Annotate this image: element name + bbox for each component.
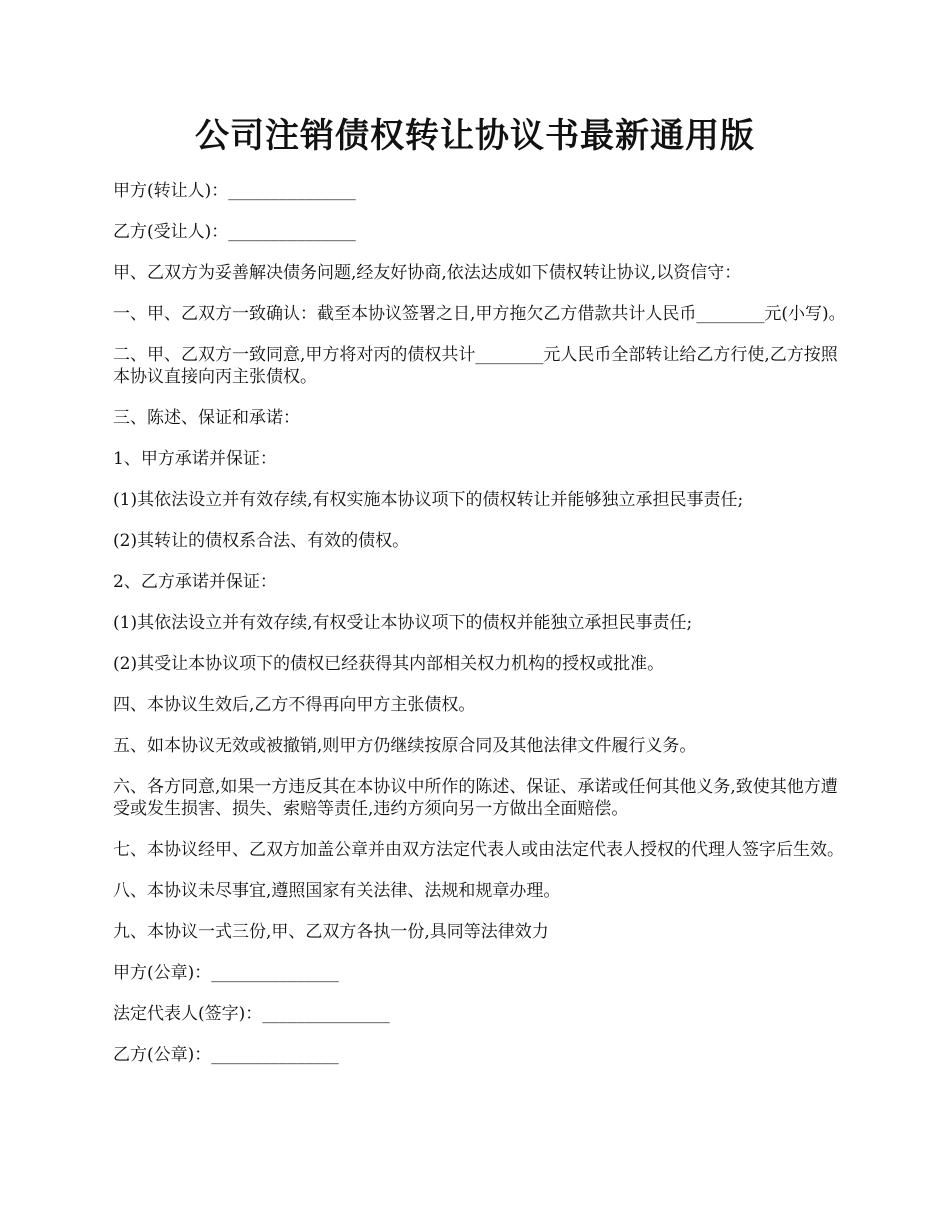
party-b-transferee-line: 乙方(受让人)：_______________ [113, 222, 356, 242]
clause-3-2-item-1: (1)其依法设立并有效存续,有权受让本协议项下的债权并能独立承担民事责任; [113, 613, 693, 633]
clause-8: 八、本协议未尽事宜,遵照国家有关法律、法规和规章办理。 [113, 881, 561, 901]
document-body [113, 180, 848, 1085]
clause-2: 二、甲、乙双方一致同意,甲方将对丙的债权共计________元人民币全部转让给乙方行使,乙方按照本协议直接向丙主张债权。 [113, 345, 838, 387]
document-title: 公司注销债权转让协议书最新通用版 [195, 116, 755, 156]
clause-3-heading: 三、陈述、保证和承诺： [113, 408, 300, 428]
preamble-paragraph: 甲、乙双方为妥善解决债务问题,经友好协商,依法达成如下债权转让协议,以资信守： [113, 263, 742, 283]
clause-3-2-heading: 2、乙方承诺并保证： [113, 572, 277, 592]
party-a-seal-line: 甲方(公章)：_______________ [113, 963, 339, 983]
clause-3-1-item-2: (2)其转让的债权系合法、有效的债权。 [113, 531, 410, 551]
legal-representative-signature-line: 法定代表人(签字)：_______________ [113, 1004, 390, 1024]
clause-3-1-heading: 1、甲方承诺并保证： [113, 449, 277, 469]
party-b-seal-line: 乙方(公章)：_______________ [113, 1045, 339, 1065]
clause-1: 一、甲、乙双方一致确认：截至本协议签署之日,甲方拖欠乙方借款共计人民币________元(小写)。 [113, 304, 846, 324]
clause-3-1-item-1: (1)其依法设立并有效存续,有权实施本协议项下的债权转让并能够独立承担民事责任; [113, 490, 744, 510]
clause-6: 六、各方同意,如果一方违反其在本协议中所作的陈述、保证、承诺或任何其他义务,致使其他方遭受或发生损害、损失、索赔等责任,违约方须向另一方做出全面赔偿。 [113, 777, 838, 819]
clause-9: 九、本协议一式三份,甲、乙双方各执一份,具同等法律效力 [113, 922, 549, 942]
party-a-transferor-line: 甲方(转让人)：_______________ [113, 181, 356, 201]
clause-3-2-item-2: (2)其受让本协议项下的债权已经获得其内部相关权力机构的授权或批准。 [113, 654, 665, 674]
clause-4: 四、本协议生效后,乙方不得再向甲方主张债权。 [113, 695, 476, 715]
clause-7: 七、本协议经甲、乙双方加盖公章并由双方法定代表人或由法定代表人授权的代理人签字后生效。 [113, 840, 844, 860]
clause-5: 五、如本协议无效或被撤销,则甲方仍继续按原合同及其他法律文件履行义务。 [113, 736, 697, 756]
